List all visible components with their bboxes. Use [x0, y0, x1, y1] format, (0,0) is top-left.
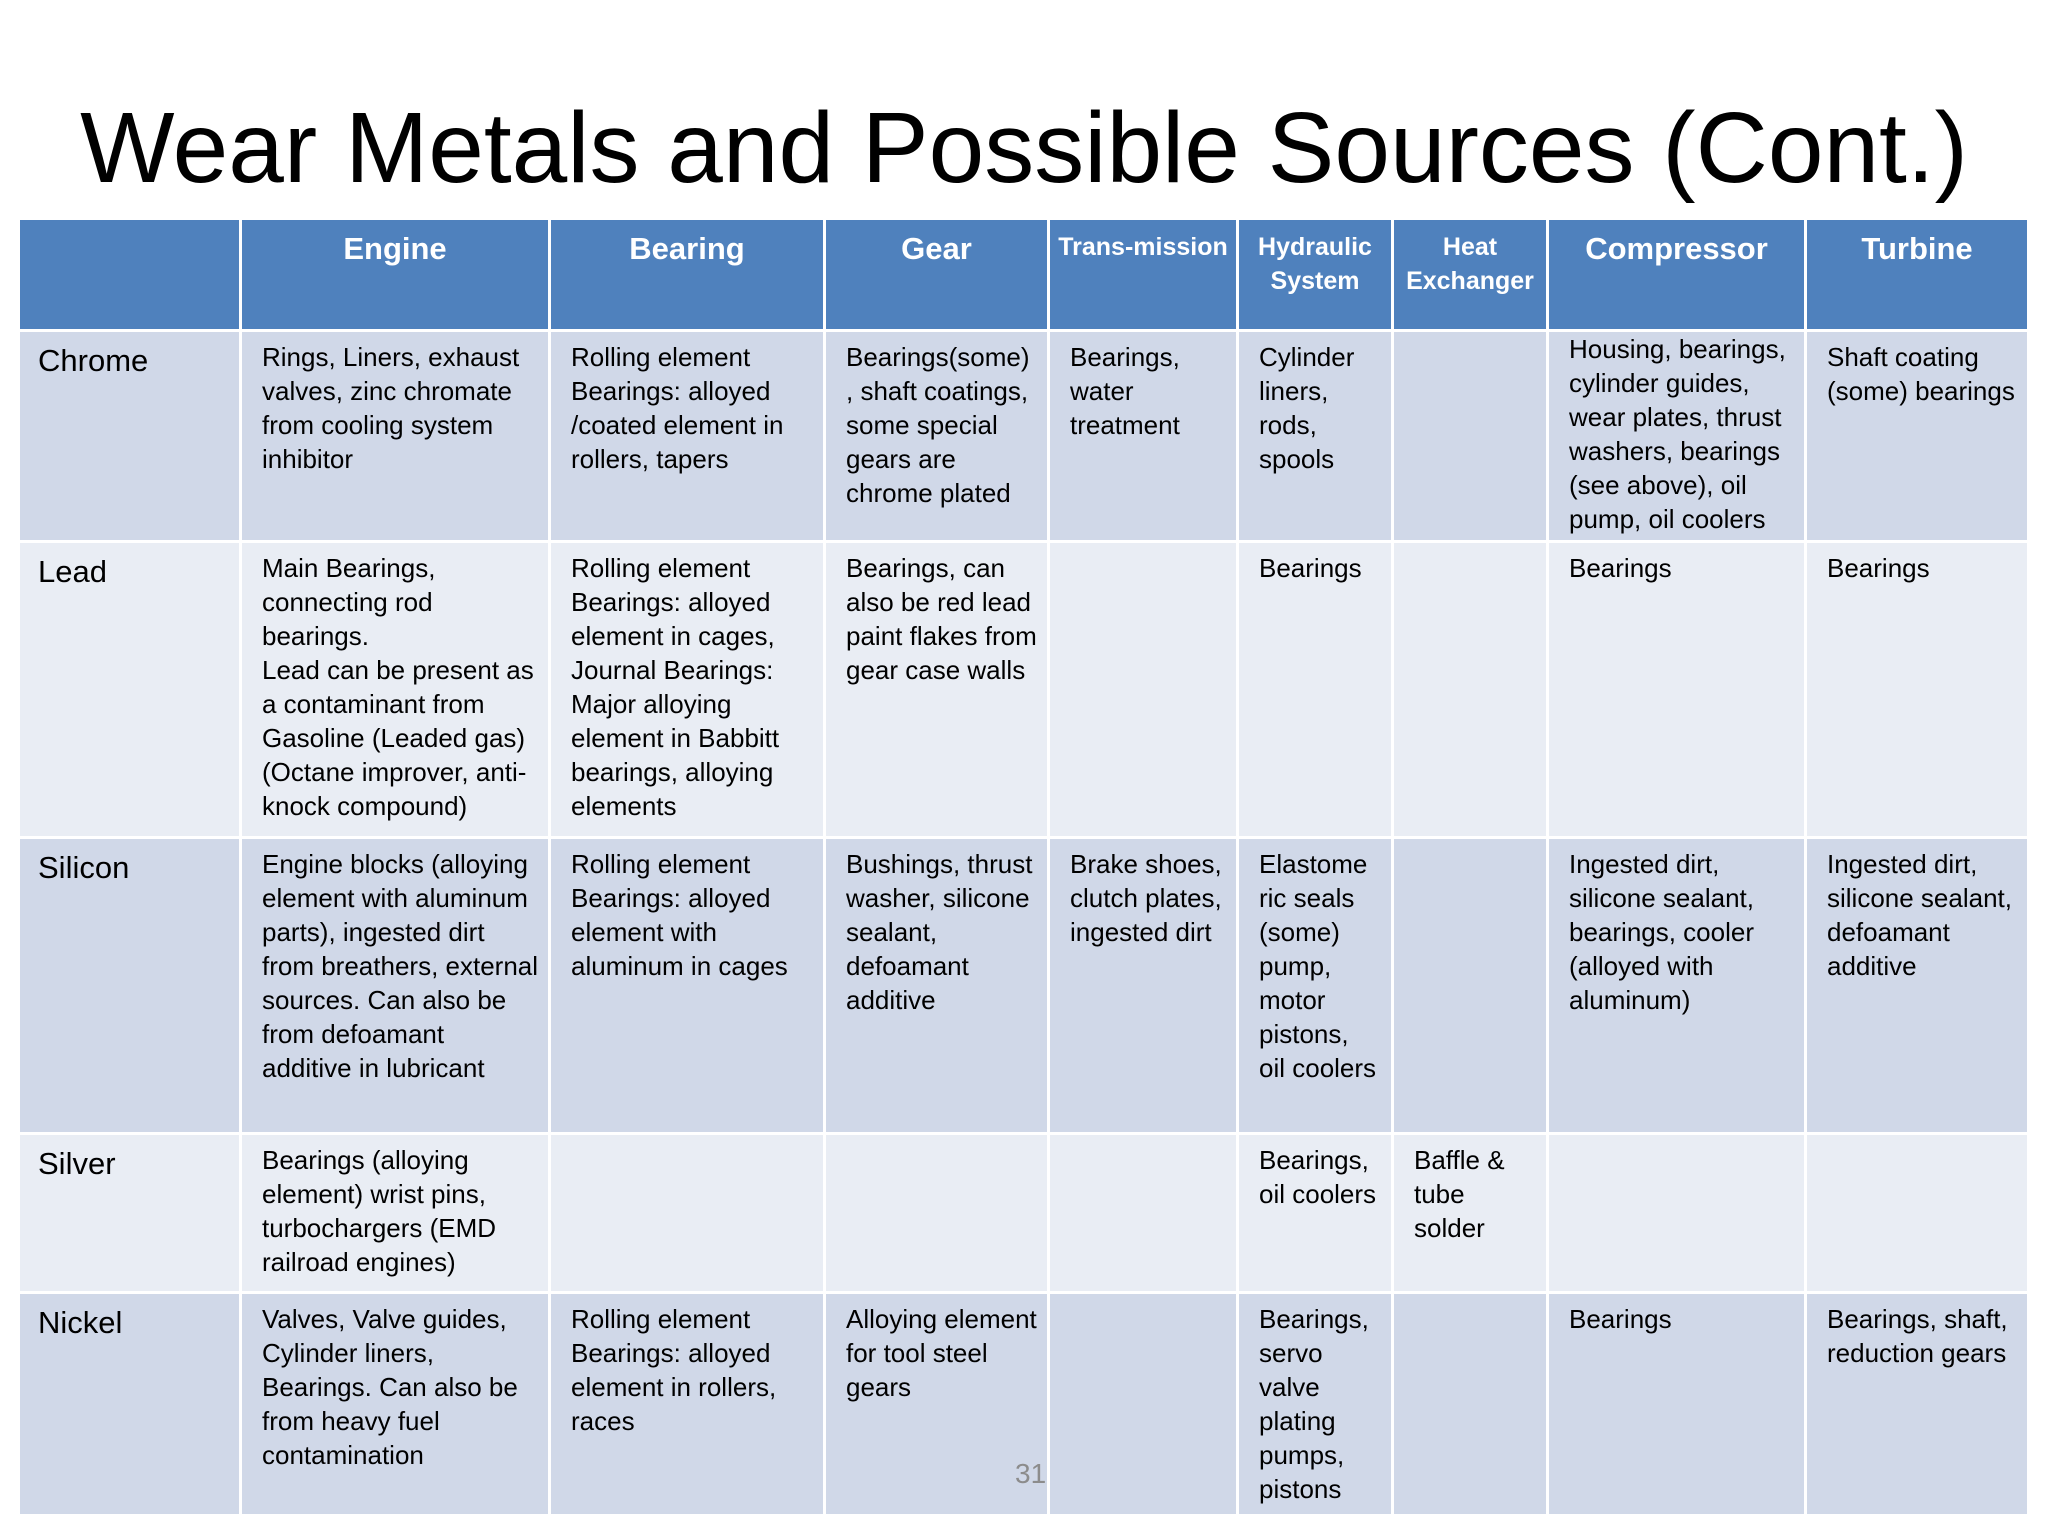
gear-cell: Bushings, thrust washer, silicone sealant, defoamant additive — [825, 838, 1049, 1134]
metal-name-cell: Silicon — [19, 838, 241, 1134]
engine-cell: Bearings (alloying element) wrist pins, turbochargers (EMD railroad engines) — [241, 1134, 550, 1293]
table-row-silicon — [19, 838, 2029, 1134]
header-cell-hydraulic-system: Hydraulic System — [1238, 219, 1393, 331]
bearing-cell — [550, 1134, 825, 1293]
hydraulic-system-cell: Bearings — [1238, 542, 1393, 838]
transmission-cell — [1049, 1293, 1238, 1516]
table-row-silver — [19, 1134, 2029, 1293]
engine-cell: Rings, Liners, exhaust valves, zinc chromate from cooling system inhibitor — [241, 331, 550, 542]
compressor-cell: Housing, bearings, cylinder guides, wear plates, thrust washers, bearings (see above), oil pump, oil coolers — [1548, 331, 1806, 542]
engine-cell: Valves, Valve guides, Cylinder liners, Bearings. Can also be from heavy fuel contamination — [241, 1293, 550, 1516]
compressor-cell: Bearings — [1548, 1293, 1806, 1516]
hydraulic-system-cell: Bearings, servo valve plating pumps, pistons — [1238, 1293, 1393, 1516]
transmission-cell: Bearings, water treatment — [1049, 331, 1238, 542]
header-cell-transmission: Trans-mission — [1049, 219, 1238, 331]
metal-name-cell: Silver — [19, 1134, 241, 1293]
compressor-cell: Bearings — [1548, 542, 1806, 838]
turbine-cell: Bearings — [1806, 542, 2029, 838]
transmission-cell — [1049, 1134, 1238, 1293]
heat-exchanger-cell — [1393, 838, 1548, 1134]
transmission-cell — [1049, 542, 1238, 838]
metal-name-cell: Lead — [19, 542, 241, 838]
gear-cell: Alloying element for tool steel gears — [825, 1293, 1049, 1516]
table-row-chrome — [19, 331, 2029, 542]
hydraulic-system-cell: Bearings, oil coolers — [1238, 1134, 1393, 1293]
header-cell-heat-exchanger: Heat Exchanger — [1393, 219, 1548, 331]
heat-exchanger-cell — [1393, 331, 1548, 542]
header-cell-turbine: Turbine — [1806, 219, 2029, 331]
hydraulic-system-cell: Cylinder liners, rods, spools — [1238, 331, 1393, 542]
gear-cell — [825, 1134, 1049, 1293]
header-row — [19, 219, 2029, 331]
wear-metals-table — [17, 217, 2030, 1517]
metal-name-cell: Chrome — [19, 331, 241, 542]
bearing-cell: Rolling element Bearings: alloyed /coated element in rollers, tapers — [550, 331, 825, 542]
turbine-cell: Bearings, shaft, reduction gears — [1806, 1293, 2029, 1516]
compressor-cell: Ingested dirt, silicone sealant, bearings, cooler (alloyed with aluminum) — [1548, 838, 1806, 1134]
turbine-cell — [1806, 1134, 2029, 1293]
slide-number: 31 — [1015, 1458, 1047, 1489]
heat-exchanger-cell — [1393, 542, 1548, 838]
gear-cell: Bearings, can also be red lead paint flakes from gear case walls — [825, 542, 1049, 838]
engine-cell: Engine blocks (alloying element with aluminum parts), ingested dirt from breathers, external sources. Can also be from defoamant additive in lubricant — [241, 838, 550, 1134]
table-row-lead — [19, 542, 2029, 838]
bearing-cell: Rolling element Bearings: alloyed element in cages, Journal Bearings: Major alloying element in Babbitt bearings, alloying elements — [550, 542, 825, 838]
turbine-cell: Ingested dirt, silicone sealant, defoamant additive — [1806, 838, 2029, 1134]
hydraulic-system-cell: Elastome ric seals (some) pump, motor pistons, oil coolers — [1238, 838, 1393, 1134]
metal-name-cell: Nickel — [19, 1293, 241, 1516]
engine-cell: Main Bearings, connecting rod bearings. Lead can be present as a contaminant from Gasoline (Leaded gas) (Octane improver, anti-knock compound) — [241, 542, 550, 838]
header-cell-compressor: Compressor — [1548, 219, 1806, 331]
bearing-cell: Rolling element Bearings: alloyed element in rollers, races — [550, 1293, 825, 1516]
gear-cell: Bearings(some) , shaft coatings, some special gears are chrome plated — [825, 331, 1049, 542]
header-cell-bearing: Bearing — [550, 219, 825, 331]
heat-exchanger-cell — [1393, 1293, 1548, 1516]
header-cell-gear: Gear — [825, 219, 1049, 331]
header-cell-metal — [19, 219, 241, 331]
bearing-cell: Rolling element Bearings: alloyed element with aluminum in cages — [550, 838, 825, 1134]
wear-metals-table-container — [17, 217, 2027, 1510]
slide-title: Wear Metals and Possible Sources (Cont.) — [80, 92, 1968, 204]
transmission-cell: Brake shoes, clutch plates, ingested dirt — [1049, 838, 1238, 1134]
heat-exchanger-cell: Baffle & tube solder — [1393, 1134, 1548, 1293]
header-cell-engine: Engine — [241, 219, 550, 331]
turbine-cell: Shaft coating (some) bearings — [1806, 331, 2029, 542]
compressor-cell — [1548, 1134, 1806, 1293]
